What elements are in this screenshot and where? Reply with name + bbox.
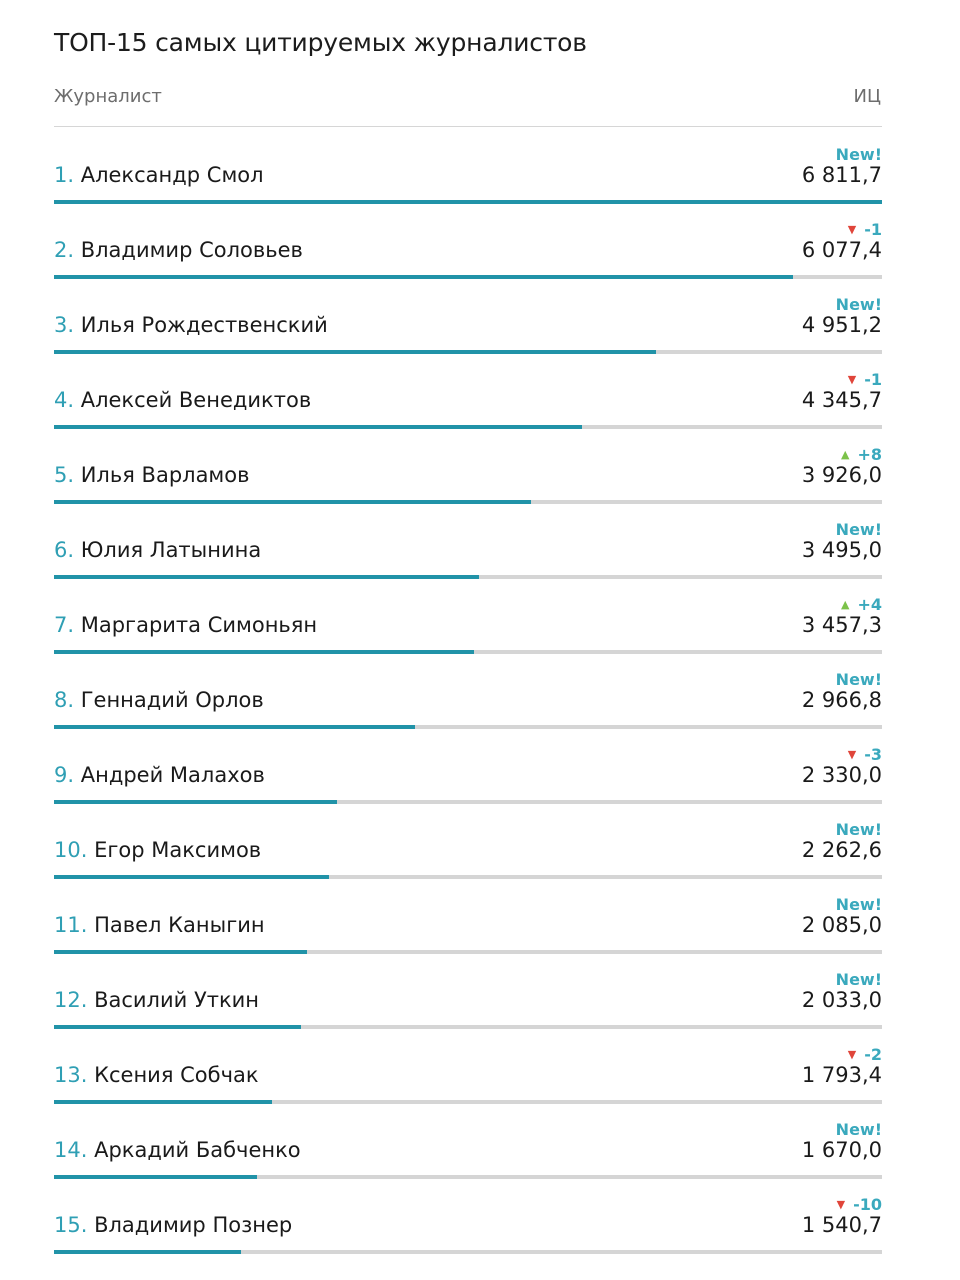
citation-index-value: 1 670,0 — [801, 1138, 882, 1162]
citation-index-value: 4 345,7 — [801, 388, 882, 412]
bar-track — [54, 200, 882, 204]
change-badge — [841, 445, 882, 464]
bar — [54, 425, 582, 429]
bar-track — [54, 1025, 882, 1029]
change-badge — [836, 895, 882, 914]
table-row — [54, 515, 882, 590]
bar-track — [54, 800, 882, 804]
table-row — [54, 665, 882, 740]
citation-index-value: 2 966,8 — [801, 688, 882, 712]
change-badge — [836, 520, 882, 539]
journalist-name: Владимир Познер — [87, 1213, 293, 1237]
bar-track — [54, 575, 882, 579]
bar — [54, 1025, 301, 1029]
bar-track — [54, 500, 882, 504]
journalist-name: Маргарита Симоньян — [74, 613, 318, 637]
change-badge — [836, 1120, 882, 1139]
rank-number: 2. — [54, 238, 75, 262]
arrow-up-icon: ▲ — [840, 598, 850, 611]
rank-number: 1. — [54, 163, 75, 187]
table-row — [54, 965, 882, 1040]
bar-track — [54, 1100, 882, 1104]
change-badge — [836, 670, 882, 689]
journalist-label — [54, 1213, 292, 1237]
bar — [54, 350, 656, 354]
arrow-down-icon: ▼ — [847, 748, 857, 761]
journalist-label — [54, 1063, 259, 1087]
change-badge — [841, 595, 882, 614]
change-text: -2 — [864, 1045, 882, 1064]
change-text: +4 — [857, 595, 882, 614]
bar — [54, 1250, 241, 1254]
bar — [54, 1100, 272, 1104]
table-row — [54, 1190, 882, 1265]
rank-number: 3. — [54, 313, 75, 337]
change-badge — [836, 820, 882, 839]
citation-index-value: 4 951,2 — [801, 313, 882, 337]
table-row — [54, 215, 882, 290]
journalist-label — [54, 988, 259, 1012]
citation-index-value: 1 793,4 — [801, 1063, 882, 1087]
journalist-name: Аркадий Бабченко — [87, 1138, 301, 1162]
rank-number: 15. — [54, 1213, 88, 1237]
change-badge — [836, 295, 882, 314]
change-text: -1 — [864, 370, 882, 389]
bar — [54, 800, 337, 804]
change-text: -3 — [864, 745, 882, 764]
citation-index-value: 6 811,7 — [801, 163, 882, 187]
table-row — [54, 1115, 882, 1190]
journalist-label — [54, 763, 265, 787]
column-header-journalist: Журналист — [54, 86, 162, 107]
change-text: New! — [835, 520, 882, 539]
journalist-label — [54, 1138, 301, 1162]
table-row — [54, 590, 882, 665]
table-row — [54, 365, 882, 440]
rank-number: 12. — [54, 988, 88, 1012]
change-text: New! — [835, 970, 882, 989]
journalist-name: Егор Максимов — [87, 838, 262, 862]
change-badge — [836, 970, 882, 989]
citation-index-value: 2 085,0 — [801, 913, 882, 937]
change-badge — [848, 1045, 882, 1064]
change-text: New! — [835, 670, 882, 689]
rank-number: 8. — [54, 688, 75, 712]
change-badge — [837, 1195, 882, 1214]
rank-number: 14. — [54, 1138, 88, 1162]
change-badge — [848, 370, 882, 389]
column-header-citation-index: ИЦ — [853, 86, 881, 107]
journalist-name: Илья Варламов — [74, 463, 250, 487]
journalist-label — [54, 238, 303, 262]
journalist-label — [54, 538, 261, 562]
journalist-label — [54, 313, 328, 337]
rank-number: 4. — [54, 388, 75, 412]
change-badge — [848, 745, 882, 764]
change-text: New! — [835, 820, 882, 839]
journalist-name: Андрей Малахов — [74, 763, 265, 787]
rank-number: 9. — [54, 763, 75, 787]
bar-track — [54, 275, 882, 279]
bar-track — [54, 875, 882, 879]
rank-number: 6. — [54, 538, 75, 562]
journalist-label — [54, 688, 264, 712]
journalist-name: Александр Смол — [74, 163, 264, 187]
citation-index-value: 6 077,4 — [801, 238, 882, 262]
journalist-label — [54, 463, 250, 487]
bar-track — [54, 1175, 882, 1179]
arrow-down-icon: ▼ — [847, 373, 857, 386]
bar-track — [54, 425, 882, 429]
citation-index-value: 2 262,6 — [801, 838, 882, 862]
table-row — [54, 290, 882, 365]
bar — [54, 1175, 257, 1179]
arrow-up-icon: ▲ — [840, 448, 850, 461]
rank-number: 5. — [54, 463, 75, 487]
citation-index-value: 2 330,0 — [801, 763, 882, 787]
arrow-down-icon: ▼ — [836, 1198, 846, 1211]
journalist-name: Владимир Соловьев — [74, 238, 303, 262]
table-row — [54, 815, 882, 890]
arrow-down-icon: ▼ — [847, 1048, 857, 1061]
rank-number: 11. — [54, 913, 88, 937]
journalist-name: Ксения Собчак — [87, 1063, 259, 1087]
journalist-label — [54, 913, 265, 937]
change-badge — [836, 145, 882, 164]
citation-index-value: 3 926,0 — [801, 463, 882, 487]
bar — [54, 500, 531, 504]
bar — [54, 275, 793, 279]
change-text: -10 — [853, 1195, 882, 1214]
journalist-name: Илья Рождественский — [74, 313, 328, 337]
journalist-name: Василий Уткин — [87, 988, 260, 1012]
table-row — [54, 440, 882, 515]
bar-track — [54, 650, 882, 654]
bar — [54, 200, 882, 204]
change-text: New! — [835, 295, 882, 314]
table-row — [54, 890, 882, 965]
journalist-label — [54, 613, 317, 637]
bar-track — [54, 1250, 882, 1254]
journalist-name: Геннадий Орлов — [74, 688, 264, 712]
rank-number: 7. — [54, 613, 75, 637]
bar-track — [54, 725, 882, 729]
table-row — [54, 740, 882, 815]
change-text: -1 — [864, 220, 882, 239]
page-title: ТОП-15 самых цитируемых журналистов — [54, 28, 587, 57]
bar — [54, 950, 307, 954]
citation-index-value: 1 540,7 — [801, 1213, 882, 1237]
table-row — [54, 140, 882, 215]
citation-index-value: 3 457,3 — [801, 613, 882, 637]
change-text: New! — [835, 1120, 882, 1139]
change-text: +8 — [857, 445, 882, 464]
bar — [54, 575, 479, 579]
change-text: New! — [835, 895, 882, 914]
citation-index-value: 2 033,0 — [801, 988, 882, 1012]
rank-number: 10. — [54, 838, 88, 862]
change-badge — [848, 220, 882, 239]
change-text: New! — [835, 145, 882, 164]
bar — [54, 725, 415, 729]
journalist-label — [54, 388, 311, 412]
bar — [54, 875, 329, 879]
journalist-name: Алексей Венедиктов — [74, 388, 312, 412]
journalist-name: Павел Каныгин — [87, 913, 265, 937]
journalist-name: Юлия Латынина — [74, 538, 262, 562]
arrow-down-icon: ▼ — [847, 223, 857, 236]
bar-track — [54, 350, 882, 354]
journalist-label — [54, 838, 261, 862]
bar-track — [54, 950, 882, 954]
bar — [54, 650, 474, 654]
journalist-label — [54, 163, 264, 187]
rank-number: 13. — [54, 1063, 88, 1087]
table-row — [54, 1040, 882, 1115]
citation-index-value: 3 495,0 — [801, 538, 882, 562]
